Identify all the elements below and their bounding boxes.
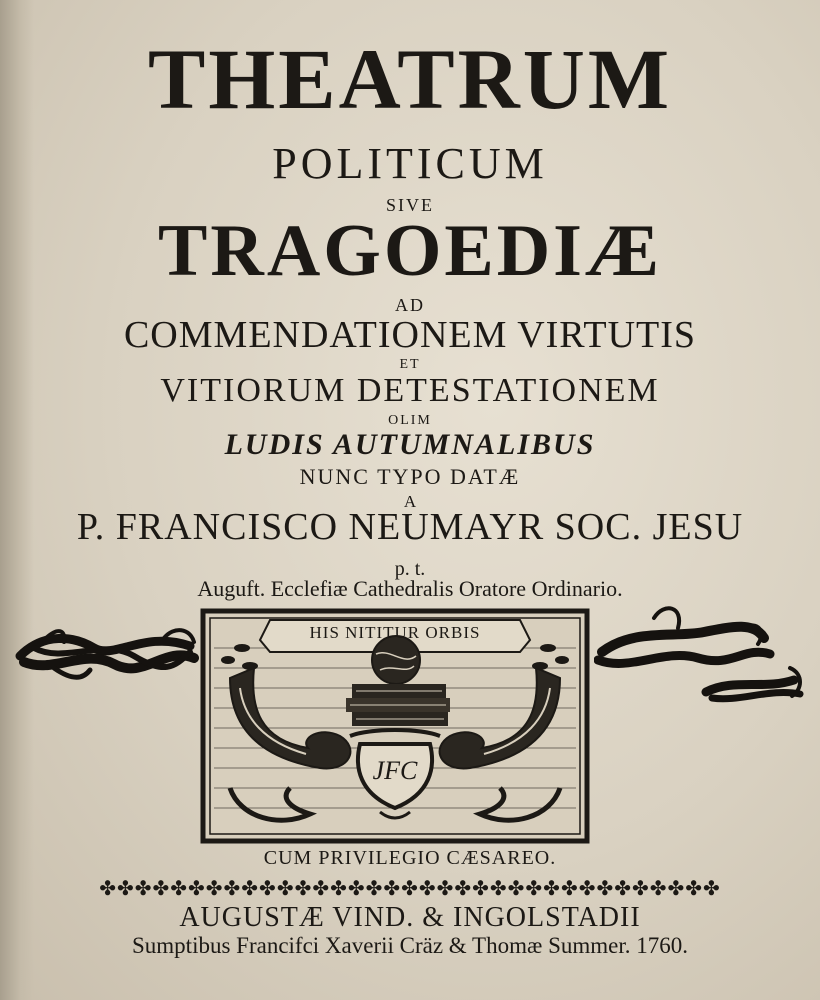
line-vitiorum: VITIORUM DETESTATIONEM <box>160 372 660 409</box>
subtitle-tragoediae: TRAGOEDIÆ <box>158 210 662 292</box>
main-title: THEATRUM <box>147 31 673 127</box>
ink-scribble-left <box>14 618 200 690</box>
preposition-a: A <box>403 492 417 511</box>
printers-device-woodcut <box>200 608 590 844</box>
imprint-publisher: Sumptibus Francifci Xaverii Cräz & Thomæ Summer. 1760. <box>132 933 688 958</box>
author-office: Auguft. Ecclefiæ Cathedralis Oratore Ordinario. <box>197 576 623 601</box>
line-ludis: LUDIS AUTUMNALIBUS <box>224 428 596 461</box>
emblem-monogram: JFC <box>372 756 418 785</box>
emblem-motto: HIS NITITUR ORBIS <box>309 623 481 642</box>
conjunction-et: ET <box>399 357 421 372</box>
subtitle-politicum: POLITICUM <box>272 139 548 188</box>
author-line: P. FRANCISCO NEUMAYR SOC. JESU <box>76 506 744 548</box>
line-commendationem: COMMENDATIONEM VIRTUTIS <box>123 314 697 356</box>
line-nunc-typo: NUNC TYPO DATÆ <box>299 464 521 489</box>
abbreviation-pt: p. t. <box>394 558 426 580</box>
ornament-rule: ✤✤✤✤✤✤✤✤✤✤✤✤✤✤✤✤✤✤✤✤✤✤✤✤✤✤✤✤✤✤✤✤✤✤✤ <box>99 878 721 900</box>
preposition-ad: AD <box>395 295 425 315</box>
conjunction-sive: SIVE <box>386 195 434 215</box>
word-olim: OLIM <box>388 413 432 428</box>
imprint-city: AUGUSTÆ VIND. & INGOLSTADII <box>179 902 641 933</box>
privilege-line: CUM PRIVILEGIO CÆSAREO. <box>263 847 557 869</box>
ink-scribble-right <box>594 598 808 710</box>
